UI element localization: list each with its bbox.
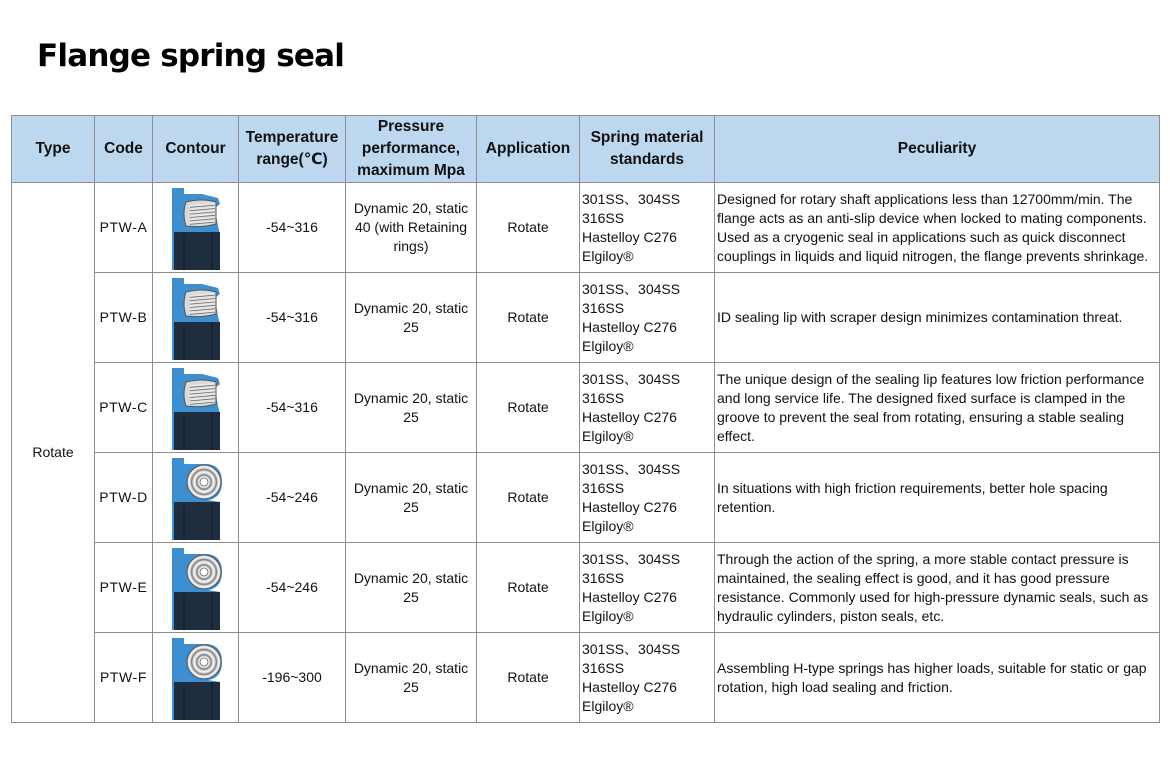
- header-peculiarity: Peculiarity: [715, 116, 1160, 183]
- header-type: Type: [12, 116, 95, 183]
- spring-material: Elgiloy®: [582, 427, 634, 444]
- spring-cell: [580, 453, 715, 543]
- spring-material: Elgiloy®: [582, 337, 634, 354]
- header-application: Application: [477, 116, 580, 183]
- spring-material: Hastelloy C276: [582, 318, 677, 335]
- code-cell: PTW-D: [95, 453, 153, 543]
- spring-material: 301SS、304SS: [582, 460, 681, 477]
- contour-cell: [153, 273, 239, 363]
- peculiarity-cell: ID sealing lip with scraper design minimizes contamination threat.: [715, 273, 1160, 363]
- application-cell: Rotate: [477, 543, 580, 633]
- temperature-cell: -54~316: [239, 183, 346, 273]
- pressure-cell: Dynamic 20, static 25: [346, 633, 477, 723]
- application-cell: Rotate: [477, 183, 580, 273]
- application-cell: Rotate: [477, 633, 580, 723]
- spring-material: 316SS: [582, 569, 625, 586]
- peculiarity-cell: The unique design of the sealing lip features low friction performance and long service life. The designed fixed surface is clamped in the groove to prevent the seal from rotating, ensuring a stable sealing effect.: [715, 363, 1160, 453]
- spring-material: 316SS: [582, 299, 625, 316]
- application-cell: Rotate: [477, 363, 580, 453]
- temperature-cell: -196~300: [239, 633, 346, 723]
- header-contour: Contour: [153, 116, 239, 183]
- contour-cell: [153, 633, 239, 723]
- spring-material: Elgiloy®: [582, 697, 634, 714]
- spring-material: 316SS: [582, 659, 625, 676]
- code-cell: PTW-F: [95, 633, 153, 723]
- spring-material: Hastelloy C276: [582, 498, 677, 515]
- header-pressure: Pressure performance, maximum Mpa: [346, 116, 477, 183]
- flange-spring-seal-coil-icon: [153, 366, 238, 450]
- pressure-cell: Dynamic 20, static 40 (with Retaining rings): [346, 183, 477, 273]
- spring-material: 316SS: [582, 389, 625, 406]
- spec-table: [11, 115, 1160, 723]
- peculiarity-cell: Through the action of the spring, a more stable contact pressure is maintained, the sealing effect is good, and it has good pressure resistance. Commonly used for high-pressure dynamic seals, such as hydraulic cylinders, piston seals, etc.: [715, 543, 1160, 633]
- spring-material: Hastelloy C276: [582, 228, 677, 245]
- page-title: Flange spring seal: [37, 38, 345, 74]
- contour-cell: [153, 363, 239, 453]
- spring-material: Elgiloy®: [582, 247, 634, 264]
- spring-cell: [580, 363, 715, 453]
- table-row: [12, 543, 1160, 633]
- header-spring: Spring material standards: [580, 116, 715, 183]
- flange-spring-seal-round-icon: [153, 456, 238, 540]
- header-code: Code: [95, 116, 153, 183]
- type-cell: Rotate: [12, 183, 95, 723]
- spring-cell: [580, 273, 715, 363]
- table-row: [12, 363, 1160, 453]
- flange-spring-seal-coil-icon: [153, 276, 238, 360]
- spring-material: 316SS: [582, 209, 625, 226]
- code-cell: PTW-A: [95, 183, 153, 273]
- peculiarity-cell: In situations with high friction requirements, better hole spacing retention.: [715, 453, 1160, 543]
- temperature-cell: -54~316: [239, 363, 346, 453]
- spring-material: Hastelloy C276: [582, 408, 677, 425]
- temperature-cell: -54~246: [239, 543, 346, 633]
- peculiarity-cell: Assembling H-type springs has higher loads, suitable for static or gap rotation, high load sealing and friction.: [715, 633, 1160, 723]
- header-row: [12, 116, 1160, 183]
- code-cell: PTW-B: [95, 273, 153, 363]
- spring-material: Elgiloy®: [582, 607, 634, 624]
- pressure-cell: Dynamic 20, static 25: [346, 273, 477, 363]
- flange-spring-seal-round-icon: [153, 636, 238, 720]
- spring-cell: [580, 633, 715, 723]
- flange-spring-seal-coil-icon: [153, 186, 238, 270]
- application-cell: Rotate: [477, 273, 580, 363]
- table-row: [12, 453, 1160, 543]
- application-cell: Rotate: [477, 453, 580, 543]
- spring-cell: [580, 543, 715, 633]
- code-cell: PTW-E: [95, 543, 153, 633]
- spring-material: Hastelloy C276: [582, 588, 677, 605]
- pressure-cell: Dynamic 20, static 25: [346, 363, 477, 453]
- spring-material: 301SS、304SS: [582, 280, 681, 297]
- pressure-cell: Dynamic 20, static 25: [346, 453, 477, 543]
- spring-material: 301SS、304SS: [582, 370, 681, 387]
- spring-cell: [580, 183, 715, 273]
- spring-material: 316SS: [582, 479, 625, 496]
- spring-material: 301SS、304SS: [582, 190, 681, 207]
- header-temperature: Temperature range(℃): [239, 116, 346, 183]
- contour-cell: [153, 183, 239, 273]
- spring-material: 301SS、304SS: [582, 550, 681, 567]
- table-row: [12, 633, 1160, 723]
- flange-spring-seal-round-icon: [153, 546, 238, 630]
- spring-material: Elgiloy®: [582, 517, 634, 534]
- peculiarity-cell: Designed for rotary shaft applications less than 12700mm/min. The flange acts as an anti-slip device when locked to mating components. Used as a cryogenic seal in applications such as quick disconnect couplings in liquids and liquid nitrogen, the flange prevents shrinkage.: [715, 183, 1160, 273]
- table-row: [12, 273, 1160, 363]
- temperature-cell: -54~246: [239, 453, 346, 543]
- pressure-cell: Dynamic 20, static 25: [346, 543, 477, 633]
- table-row: [12, 183, 1160, 273]
- contour-cell: [153, 543, 239, 633]
- temperature-cell: -54~316: [239, 273, 346, 363]
- spring-material: Hastelloy C276: [582, 678, 677, 695]
- contour-cell: [153, 453, 239, 543]
- code-cell: PTW-C: [95, 363, 153, 453]
- spring-material: 301SS、304SS: [582, 640, 681, 657]
